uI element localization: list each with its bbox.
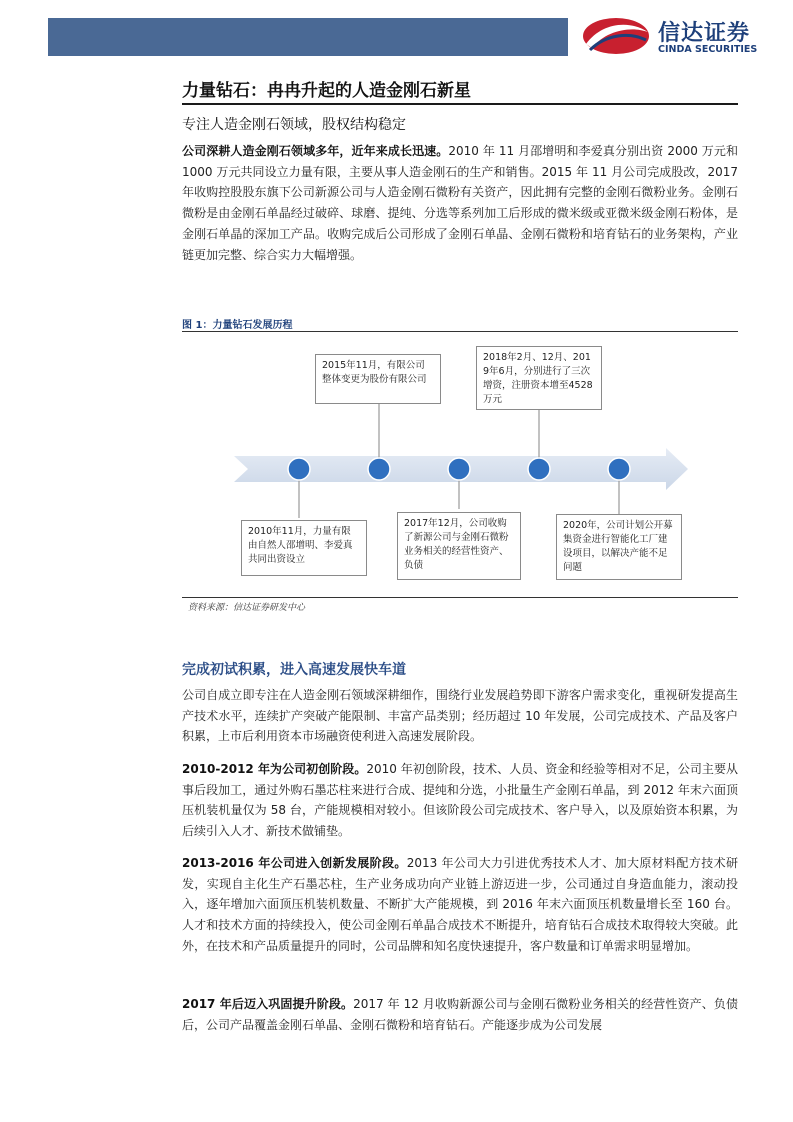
timeline-event-2017: 2017年12月，公司收购了新源公司与金刚石微粉业务相关的经营性资产、负债	[397, 512, 521, 580]
paragraph-lead: 2010-2012 年为公司初创阶段。	[182, 762, 367, 776]
paragraph-stage-2013-2016	[182, 853, 738, 957]
timeline-event-2020: 2020年，公司计划公开募集资金进行智能化工厂建设项目，以解决产能不足问题	[556, 514, 682, 580]
paragraph-lead: 2013-2016 年公司进入创新发展阶段。	[182, 856, 407, 870]
paragraph-company-intro	[182, 141, 738, 265]
paragraph-body: 2017 年 12 月收购新源公司与金刚石微粉业务相关的经营性资产、负债后，公司产品覆盖金刚石单晶、金刚石微粉和培育钻石。产能逐步成为公司发展	[182, 997, 738, 1032]
header-bar	[48, 18, 568, 56]
timeline-dot-2020	[608, 458, 630, 480]
paragraph-body: 2010 年初创阶段，技术、人员、资金和经验等相对不足，公司主要从事后段加工，通过外购石墨芯柱来进行合成、提纯和分选，小批量生产金刚石单晶，到 2012 年末六面顶压机装机量仅为 58 台，产能规模相对较小。但该阶段公司完成技术、客户导入，以及原始资本积累，为后续引入人才、新技术做铺垫。	[182, 762, 738, 839]
section-title: 力量钻石：冉冉升起的人造金刚石新星	[182, 81, 471, 101]
section-subtitle: 专注人造金刚石领域，股权结构稳定	[182, 117, 406, 133]
brand-logo-mark-icon	[580, 14, 652, 58]
section-heading-2: 完成初试积累，进入高速发展快车道	[182, 662, 406, 678]
figure-source: 资料来源：信达证券研发中心	[188, 603, 306, 613]
section-title-block	[182, 76, 738, 101]
title-rule	[182, 103, 738, 105]
timeline-figure	[182, 332, 738, 596]
timeline-dot-2017	[448, 458, 470, 480]
paragraph-lead: 2017 年后迈入巩固提升阶段。	[182, 997, 354, 1011]
paragraph-lead: 公司深耕人造金刚石领域多年，近年来成长迅速。	[182, 144, 449, 158]
paragraph-development-intro: 公司自成立即专注在人造金刚石领域深耕细作，围绕行业发展趋势即下游客户需求变化，重视研发提高生产技术水平，连续扩产突破产能限制、丰富产品类别；经历超过 10 年发展，公司完成技术、产品及客户积累，上市后利用资本市场融资使利进入高速发展阶段。	[182, 688, 738, 744]
timeline-dot-2010	[288, 458, 310, 480]
brand-logo	[580, 14, 780, 60]
brand-name-en: CINDA SECURITIES	[658, 44, 758, 55]
timeline-event-2015: 2015年11月，有限公司整体变更为股份有限公司	[315, 354, 441, 404]
timeline-dot-2018	[528, 458, 550, 480]
brand-name-cn: 信达证券	[658, 21, 751, 46]
paragraph-stage-2010-2012	[182, 759, 738, 842]
paragraph-body: 2010 年 11 月邵增明和李爱真分别出资 2000 万元和 1000 万元共同设立力量有限，主要从事人造金刚石的生产和销售。2015 年 11 月公司完成股改，2017 年收购控股股东旗下公司新源公司与人造金刚石微粉有关资产，因此拥有完整的金刚石微粉业务。金刚石微粉是由金刚石单晶经过破碎、球磨、提纯、分选等系列加工后形成的微米级或亚微米级金刚石粉体，是金刚石单晶的深加工产品。收购完成后公司形成了金刚石单晶、金刚石微粉和培育钻石的业务架构，产业链更加完整、综合实力大幅增强。	[182, 144, 739, 262]
paragraph-stage-2017	[182, 994, 738, 1035]
timeline-event-2018: 2018年2月、12月、2019年6月，分别进行了三次增资，注册资本增至4528万元	[476, 346, 602, 410]
timeline-event-2010: 2010年11月，力量有限由自然人邵增明、李爱真共同出资设立	[241, 520, 367, 576]
timeline-dot-2015	[368, 458, 390, 480]
figure-rule-bottom	[182, 597, 738, 598]
paragraph-body: 2013 年公司大力引进优秀技术人才、加大原材料配方技术研发，实现自主化生产石墨芯柱，生产业务成功向产业链上游迈进一步，公司通过自身造血能力，滚动投入，逐年增加六面顶压机装机数量、不断扩大产能规模，到 2016 年末六面顶压机数量增长至 160 台。人才和技术方面的持续投入，使公司金刚石单晶合成技术不断提升，培育钻石合成技术取得较大突破。此外，在技术和产品质量提升的同时，公司品牌和知名度快速提升，客户数量和订单需求明显增加。	[182, 856, 738, 953]
figure-label: 图 1：力量钻石发展历程	[182, 320, 293, 331]
